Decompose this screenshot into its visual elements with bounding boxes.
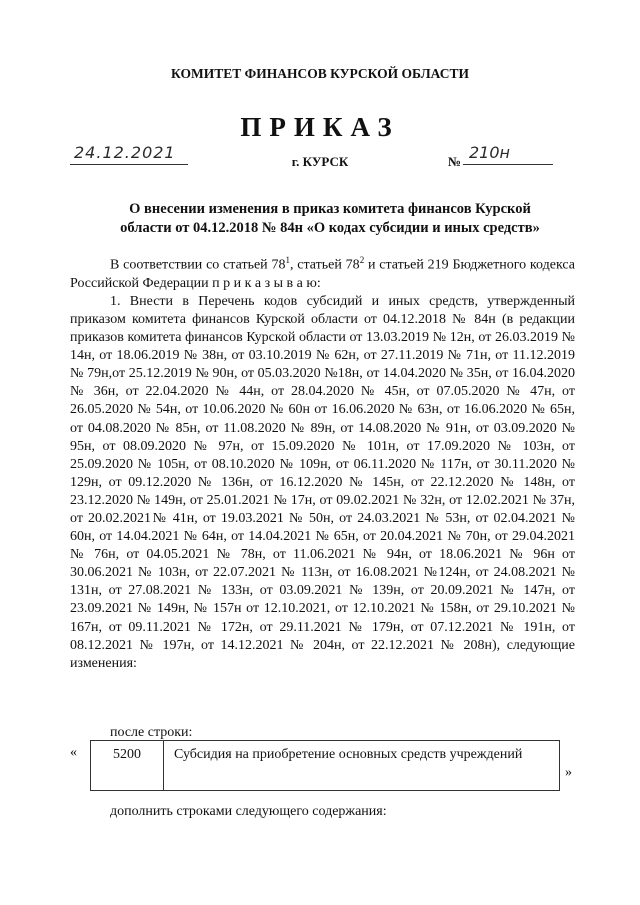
subsidy-name-cell: Субсидия на приобретение основных средств учреждений	[174, 747, 523, 762]
code-cell: 5200	[91, 741, 164, 790]
supplement-text: дополнить строками следующего содержания:	[110, 804, 387, 819]
order-heading	[90, 200, 570, 238]
intro-paragraph: В соответствии со статьей $78^1$, статьей $78^2$ и статьей 219 Бюджетного кодекса Российской Федерации п р и к а з ы в а ю:	[70, 255, 575, 291]
after-line-label: после строки:	[110, 725, 193, 740]
quote-close: »	[565, 765, 572, 780]
heading-line-1: О внесении изменения в приказ комитета финансов Курской	[129, 201, 531, 217]
city: г. КУРСК	[291, 154, 349, 169]
number-underline	[463, 164, 553, 165]
handwritten-number: 210н	[469, 143, 510, 162]
document-title: ПРИКАЗ	[240, 112, 400, 142]
order-body	[70, 251, 575, 673]
handwritten-date: 24.12.2021	[74, 143, 176, 162]
committee-name: КОМИТЕТ ФИНАНСОВ КУРСКОЙ ОБЛАСТИ	[171, 66, 469, 81]
item-1-paragraph: 1. Внести в Перечень кодов субсидий и иных средств, утвержденный приказом комитета финансов Курской области от 04.12.2018 № 84н (в редакции приказов комитета финансов Курской области от 13.03.2019 № 12н, от 26.03.2019 № 14н, от 18.06.2019 № 38н, от 03.10.2019 № 62н, от 27.11.2019 № 71н, от 11.12.2019 № 79н,от 25.12.2019 № 90н, от 05.03.2020 №18н, от 14.04.2020 № 35н, от 16.04.2020 № 36н, от 22.04.2020 № 44н, от 28.04.2020 № 45н, от 07.05.2020 № 47н, от 26.05.2020 № 54н, от 10.06.2020 № 60н от 16.06.2020 № 63н, от 16.06.2020 № 65н, от 04.08.2020 № 85н, от 11.08.2020 № 89н, от 14.08.2020 № 91н, от 03.09.2020 № 95н, от 08.09.2020 № 97н, от 15.09.2020 № 101н, от 17.09.2020 № 103н, от 25.09.2020 № 105н, от 08.10.2020 № 109н, от 06.11.2020 № 117н, от 30.11.2020 № 129н, от 09.12.2020 № 136н, от 16.12.2020 № 145н, от 22.12.2020 № 148н, от 23.12.2020 № 149н, от 25.01.2021 № 17н, от 09.02.2021 № 32н, от 12.02.2021 № 37н, от 20.02.2021№ 41н, от 19.03.2021 № 50н, от 24.03.2021 № 53н, от 02.04.2021 № 60н, от 14.04.2021 № 64н, от 14.04.2021 № 65н, от 20.04.2021 № 70н, от 29.04.2021 № 76н, от 04.05.2021 № 78н, от 11.06.2021 № 94н, от 18.06.2021 № 96н от 30.06.2021 № 103н, от 22.07.2021 № 113н, от 16.08.2021 №124н, от 24.08.2021 № 131н, от 27.08.2021 № 133н, от 03.09.2021 № 139н, от 20.09.2021 № 147н, от 23.09.2021 № 149н, № 157н от 12.10.2021, от 12.10.2021 № 158н, от 29.10.2021 № 167н, от 09.11.2021 № 172н, от 29.11.2021 № 179н, от 07.12.2021 № 191н, от 08.12.2021 № 197н, от 14.12.2021 № 204н, от 22.12.2021 № 208н), следующие изменения:	[70, 293, 575, 671]
number-label: №	[448, 154, 462, 169]
quote-open: «	[70, 745, 77, 760]
code-table	[90, 740, 560, 791]
heading-line-2: области от 04.12.2018 № 84н «О кодах субсидии и иных средств»	[120, 220, 540, 236]
